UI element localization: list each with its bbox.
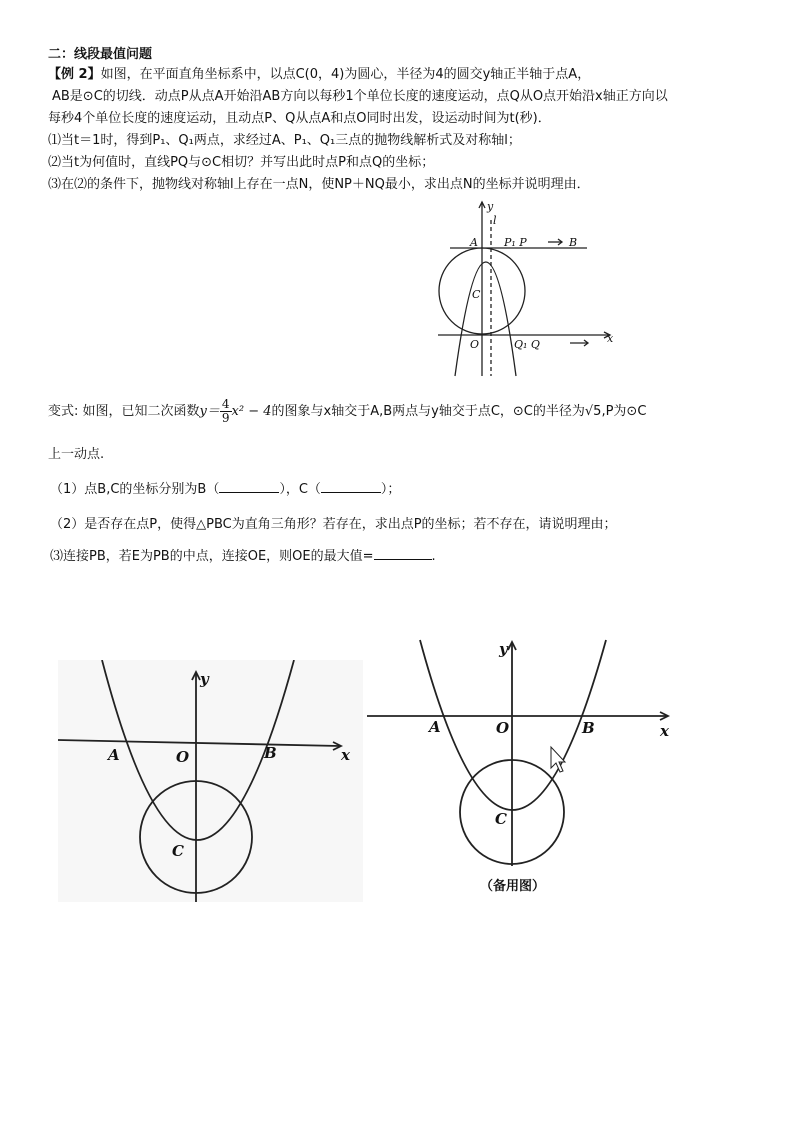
- fig2-label-b: B: [264, 744, 277, 762]
- variant-q1-a: （1）点B,C的坐标分别为B（: [50, 482, 220, 497]
- fig3-label-b: B: [582, 719, 595, 737]
- variant-q3-b: .: [431, 549, 436, 564]
- fig1-label-a: A: [470, 236, 478, 249]
- variant-frac-den: 9: [221, 411, 230, 425]
- variant-question-3: [50, 548, 436, 566]
- variant-intro-c: ,P为⊙C: [601, 404, 647, 419]
- example-line-3: 每秒4个单位长度的速度运动，且动点P、Q从点A和点O同时出发，设运动时间为t(秒)．: [48, 111, 551, 126]
- fig2-x-axis: [58, 740, 340, 746]
- variant-line-1: [48, 398, 646, 425]
- answer-blank-c[interactable]: [321, 492, 381, 493]
- fig3-parabola: [420, 640, 606, 810]
- variant-figure-backup: [365, 632, 675, 900]
- fig1-label-l: l: [493, 214, 497, 227]
- variant-question-2: （2）是否存在点P，使得△PBC为直角三角形？若存在，求出点P的坐标；若不存在，请说明理由；: [50, 517, 617, 532]
- fig2-label-o: O: [176, 748, 190, 766]
- example-figure: [430, 198, 620, 378]
- fig1-label-p: P₁ P: [504, 236, 527, 249]
- variant-frac-num: 4: [221, 397, 230, 411]
- example-tag: 【例 2】: [48, 67, 101, 82]
- fig1-label-q: Q₁ Q: [514, 338, 540, 351]
- fig1-label-c: C: [472, 288, 481, 301]
- fig3-label-o: O: [496, 719, 510, 737]
- fig3-label-x: x: [660, 722, 669, 740]
- fig3-label-a: A: [429, 718, 441, 736]
- fig3-caption: （备用图）: [480, 879, 546, 894]
- variant-figure-main: [58, 660, 363, 902]
- variant-line-2: 上一动点.: [48, 447, 105, 462]
- variant-radius: √5: [584, 404, 602, 419]
- variant-fraction: [220, 398, 232, 425]
- fig1-label-y: y: [487, 200, 494, 213]
- fig1-label-b: B: [569, 236, 578, 249]
- example-line-1: [48, 66, 590, 84]
- example-line-2: AB是⊙C的切线．动点P从点A开始沿AB方向以每秒1个单位长度的速度运动，点Q从O点开始沿x轴正方向以: [52, 89, 668, 104]
- section-title: 二：线段最值问题: [48, 47, 153, 62]
- fig1-parabola: [455, 262, 516, 376]
- fig1-label-o: O: [470, 338, 480, 351]
- variant-intro-b: 的图象与x轴交于A,B两点与y轴交于点C，⊙C的半径为: [271, 404, 585, 419]
- example-question-2: ⑵当t为何值时，直线PQ与⊙C相切？并写出此时点P和点Q的坐标；: [48, 155, 435, 170]
- fig1-label-x: x: [607, 332, 614, 345]
- example-question-3: ⑶在⑵的条件下，抛物线对称轴l上存在一点N，使NP＋NQ最小，求出点N的坐标并说明理由．: [48, 177, 590, 192]
- variant-func-rest: x² − 4: [231, 404, 272, 419]
- fig2-label-a: A: [108, 746, 120, 764]
- fig2-label-y: y: [200, 670, 209, 688]
- example-text-1: 如图，在平面直角坐标系中，以点C(0，4)为圆心，半径为4的圆交y轴正半轴于点A，: [100, 67, 591, 82]
- variant-question-1: [50, 481, 400, 499]
- fig2-label-x: x: [341, 746, 350, 764]
- variant-q1-b: ），C（: [279, 482, 321, 497]
- variant-intro-a: 变式: 如图，已知二次函数: [48, 404, 200, 419]
- example-question-1: ⑴当t＝1时，得到P₁、Q₁两点，求经过A、P₁、Q₁三点的抛物线解析式及对称轴l；: [48, 133, 521, 148]
- fig2-label-c: C: [172, 842, 184, 860]
- variant-q1-c: ）；: [380, 482, 401, 497]
- fig3-label-y: y: [499, 640, 508, 658]
- variant-q3-a: ⑶连接PB，若E为PB的中点，连接OE，则OE的最大值=: [50, 549, 374, 564]
- mouse-cursor-icon: [551, 747, 565, 772]
- answer-blank-oe[interactable]: [374, 559, 432, 560]
- answer-blank-b[interactable]: [219, 492, 279, 493]
- variant-func-y: y＝: [199, 404, 220, 419]
- fig3-label-c: C: [495, 810, 507, 828]
